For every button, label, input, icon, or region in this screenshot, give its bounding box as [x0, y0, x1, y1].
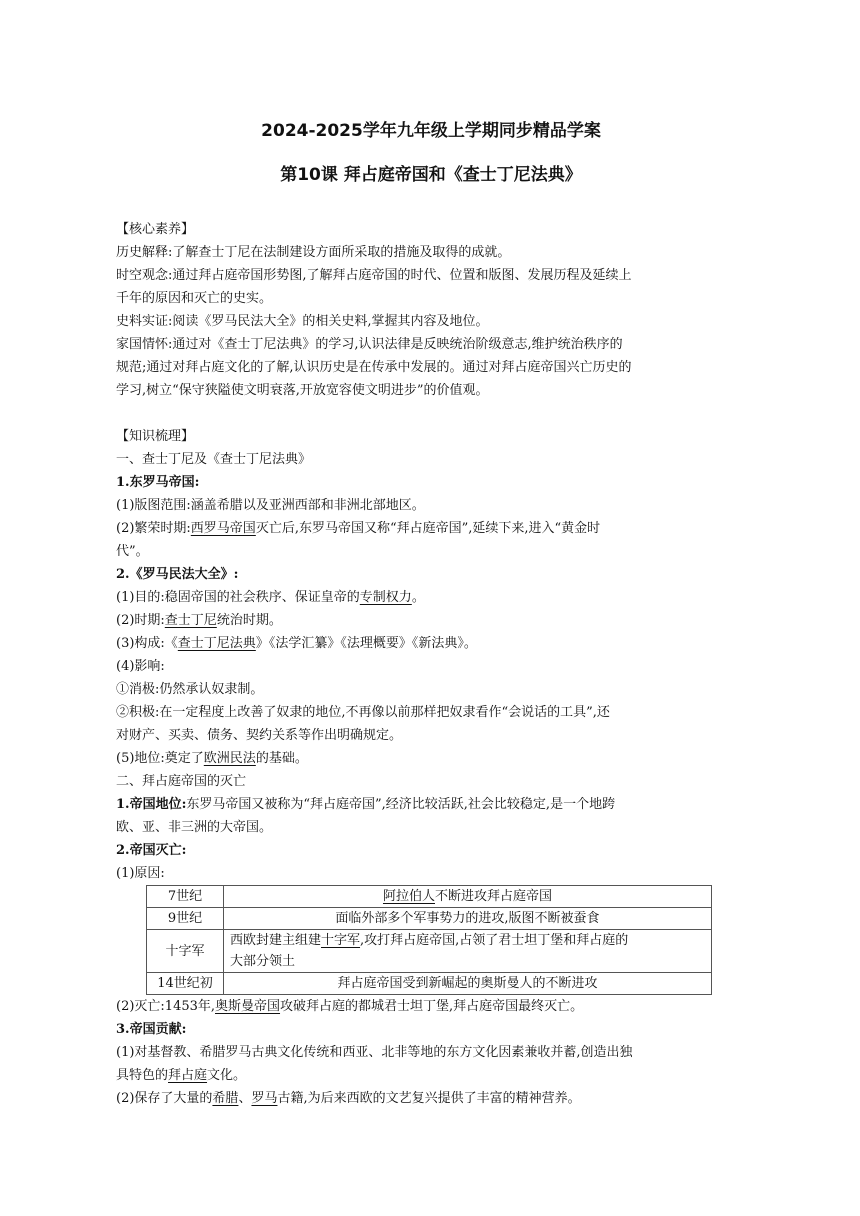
- point-line: [116, 995, 746, 1018]
- document-body: [116, 218, 746, 1110]
- text-run: 大部分领土: [230, 954, 296, 969]
- point-line: (4)影响:: [116, 659, 165, 674]
- core-line: 时空观念:通过拜占庭帝国形势图,了解拜占庭帝国的时代、位置和版图、发展历程及延续上: [116, 268, 632, 283]
- point-line: ①消极:仍然承认奴隶制。: [116, 682, 264, 697]
- point-line: 欧、亚、非三洲的大帝国。: [116, 820, 273, 835]
- text-run: (2)时期:: [116, 613, 165, 628]
- text-run: (5)地位:奠定了: [116, 751, 204, 766]
- text-run: 具特色的: [116, 1068, 169, 1083]
- text-run: 文化。: [207, 1068, 247, 1083]
- section-heading: 一、查士丁尼及《查士丁尼法典》: [116, 452, 312, 467]
- subsection-heading: 2.《罗马民法大全》:: [116, 567, 239, 582]
- answer-blank: 查士丁尼: [164, 613, 217, 628]
- answer-blank: 希腊: [212, 1091, 239, 1106]
- table-cell-period: 7世纪: [147, 886, 224, 908]
- table-cell-period: 十字军: [147, 930, 224, 973]
- point-line: (1)对基督教、希腊罗马古典文化传统和西亚、北非等地的东方文化因素兼收并蓄,创造出独: [116, 1045, 633, 1060]
- text-run: (2)繁荣时期:: [116, 521, 191, 536]
- table-cell-event: [224, 886, 712, 908]
- table-row: [147, 886, 712, 908]
- text-run: 的基础。: [255, 751, 308, 766]
- point-line: (1)原因:: [116, 866, 165, 881]
- point-line: ②积极:在一定程度上改善了奴隶的地位,不再像以前那样把奴隶看作“会说话的工具”,还: [116, 705, 610, 720]
- table-cell-event: 面临外部多个军事势力的进攻,版图不断被蚕食: [224, 908, 712, 930]
- answer-blank: 欧洲民法: [203, 751, 256, 766]
- answer-blank: 罗马: [251, 1091, 278, 1106]
- text-run: 、: [238, 1091, 252, 1106]
- answer-blank: 十字军: [321, 933, 361, 948]
- table-row: [147, 908, 712, 930]
- text-run: 。: [411, 590, 425, 605]
- core-line: 历史解释:了解查士丁尼在法制建设方面所采取的措施及取得的成就。: [116, 245, 511, 260]
- point-line: [116, 747, 746, 770]
- text-run: ,攻打拜占庭帝国,占领了君士坦丁堡和拜占庭的: [360, 933, 629, 948]
- core-line: 史料实证:阅读《罗马民法大全》的相关史料,掌握其内容及地位。: [116, 314, 489, 329]
- core-line: 家国情怀:通过对《查士丁尼法典》的学习,认识法律是反映统治阶级意志,维护统治秩序的: [116, 337, 623, 352]
- table-cell-period: 9世纪: [147, 908, 224, 930]
- text-run: (3)构成:《: [116, 636, 178, 651]
- point-line: [116, 1064, 746, 1087]
- text-run: 东罗马帝国又被称为“拜占庭帝国”,经济比较活跃,社会比较稳定,是一个地跨: [186, 797, 616, 812]
- text-run: 》《法学汇纂》《法理概要》《新法典》。: [255, 636, 477, 651]
- answer-blank: 奥斯曼帝国: [215, 999, 281, 1014]
- text-run: (2)保存了大量的: [116, 1091, 213, 1106]
- table-row: [147, 930, 712, 973]
- point-line: [116, 517, 746, 540]
- point-line: 代”。: [116, 544, 149, 559]
- answer-blank: 专制权力: [359, 590, 412, 605]
- text-run: (1)目的:稳固帝国的社会秩序、保证皇帝的: [116, 590, 360, 605]
- decline-reasons-table: [146, 885, 712, 995]
- subsection-heading: 2.帝国灭亡:: [116, 843, 187, 858]
- table-cell-event: [224, 930, 712, 973]
- answer-blank: 阿拉伯人: [382, 889, 435, 904]
- subsection-heading: 1.帝国地位:: [116, 797, 187, 812]
- core-header: 【核心素养】: [116, 222, 195, 237]
- section-heading: 二、拜占庭帝国的灭亡: [116, 774, 247, 789]
- subsection-heading: 1.东罗马帝国:: [116, 475, 200, 490]
- answer-blank: 拜占庭: [168, 1068, 208, 1083]
- point-line: [116, 1087, 746, 1110]
- text-run: 灭亡后,东罗马帝国又称“拜占庭帝国”,延续下来,进入“黄金时: [255, 521, 601, 536]
- point-line: [116, 586, 746, 609]
- text-run: 统治时期。: [216, 613, 282, 628]
- subsection-heading: 3.帝国贡献:: [116, 1022, 187, 1037]
- core-line: 千年的原因和灭亡的史实。: [116, 291, 273, 306]
- knowledge-header: 【知识梳理】: [116, 429, 195, 444]
- table-cell-event: 拜占庭帝国受到新崛起的奥斯曼人的不断进攻: [224, 973, 712, 995]
- table-row: [147, 973, 712, 995]
- lesson-title: 第10课 拜占庭帝国和《查士丁尼法典》: [280, 165, 582, 185]
- point-line: [116, 609, 746, 632]
- table-cell-period: 14世纪初: [147, 973, 224, 995]
- point-line: (1)版图范围:涵盖希腊以及亚洲西部和非洲北部地区。: [116, 498, 425, 513]
- answer-blank: 西罗马帝国: [190, 521, 256, 536]
- point-line: [116, 632, 746, 655]
- text-run: 西欧封建主组建: [230, 933, 322, 948]
- point-line: 对财产、买卖、债务、契约关系等作出明确规定。: [116, 728, 403, 743]
- text-run: (2)灭亡:1453年,: [116, 999, 216, 1014]
- answer-blank: 查士丁尼法典: [177, 636, 256, 651]
- core-line: 学习,树立“保守狭隘使文明衰落,开放宽容使文明进步”的价值观。: [116, 383, 489, 398]
- text-run: 不断进攻拜占庭帝国: [435, 889, 553, 904]
- document-title: 2024-2025学年九年级上学期同步精品学案: [261, 121, 601, 141]
- point-line: [116, 793, 746, 816]
- text-run: 攻破拜占庭的都城君士坦丁堡,拜占庭帝国最终灭亡。: [280, 999, 584, 1014]
- core-line: 规范;通过对拜占庭文化的了解,认识历史是在传承中发展的。通过对拜占庭帝国兴亡历史的: [116, 360, 632, 375]
- text-run: 古籍,为后来西欧的文艺复兴提供了丰富的精神营养。: [277, 1091, 581, 1106]
